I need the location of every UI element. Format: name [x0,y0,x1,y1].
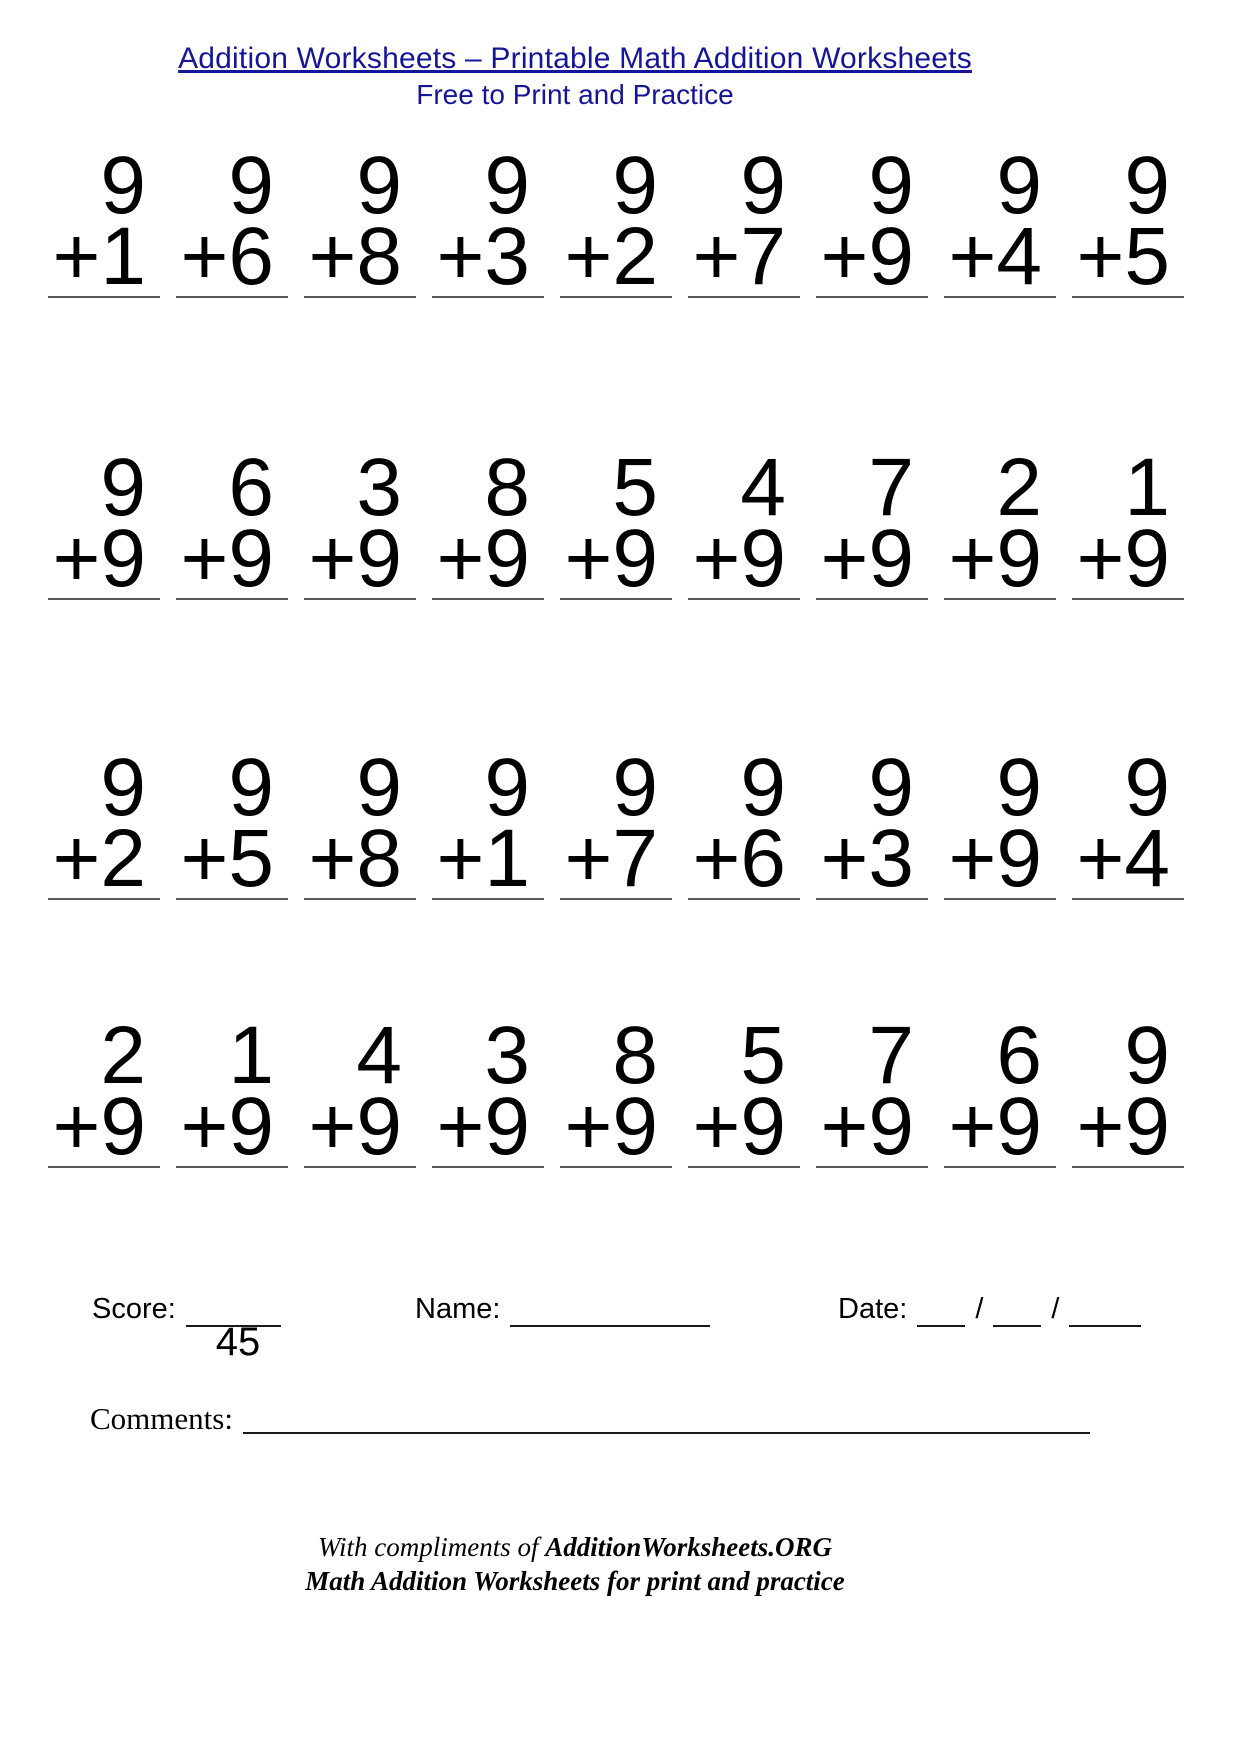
addend-top: 3 [356,442,402,533]
addition-problem-r3-c1 [48,742,160,904]
comments-field [90,1402,1090,1436]
score-value: 45 [215,1320,261,1364]
addend-top: 9 [484,742,530,833]
addend-top: 1 [228,1010,274,1101]
date-field [838,1294,1141,1324]
addend-bottom: +9 [52,1081,146,1172]
score-label: Score: [92,1293,176,1325]
addend-bottom: +9 [52,513,146,604]
addition-problem-r4-c1 [48,1010,160,1172]
addend-top: 9 [740,140,786,231]
addition-problem-r4-c8 [944,1010,1056,1172]
addend-bottom: +9 [436,513,530,604]
addend-top: 7 [868,1010,914,1101]
addition-problem-r2-c4 [432,442,544,604]
addend-top: 9 [484,140,530,231]
addend-top: 6 [228,442,274,533]
addend-bottom: +3 [820,813,914,904]
addend-bottom: +9 [820,211,914,302]
addend-bottom: +9 [692,513,786,604]
comments-label: Comments: [90,1401,233,1436]
addend-bottom: +1 [52,211,146,302]
addend-bottom: +2 [564,211,658,302]
worksheet-footer [0,1530,1150,1598]
addition-problem-r3-c5 [560,742,672,904]
addend-bottom: +9 [1076,1081,1170,1172]
addend-bottom: +4 [948,211,1042,302]
page-subtitle: Free to Print and Practice [416,79,734,110]
addend-top: 9 [612,742,658,833]
addend-top: 5 [740,1010,786,1101]
addend-bottom: +7 [564,813,658,904]
addend-top: 5 [612,442,658,533]
addition-problem-r1-c2 [176,140,288,302]
addend-top: 9 [356,742,402,833]
addition-problem-r4-c9 [1072,1010,1184,1172]
addend-bottom: +9 [1076,513,1170,604]
addend-bottom: +9 [564,1081,658,1172]
credit-prefix: With compliments of [317,1532,546,1562]
addend-bottom: +5 [1076,211,1170,302]
date-month-blank [917,1303,965,1327]
addend-top: 8 [484,442,530,533]
addition-problem-r2-c8 [944,442,1056,604]
addition-problem-r1-c6 [688,140,800,302]
addend-bottom: +9 [948,513,1042,604]
addend-top: 9 [356,140,402,231]
addend-bottom: +7 [692,211,786,302]
addend-bottom: +6 [692,813,786,904]
addend-bottom: +8 [308,813,402,904]
name-field [415,1294,710,1324]
date-label: Date: [838,1293,908,1325]
addend-top: 9 [228,140,274,231]
addend-top: 9 [868,742,914,833]
addition-problem-r1-c9 [1072,140,1184,302]
name-blank [510,1303,710,1327]
addend-top: 4 [740,442,786,533]
addition-problem-r3-c3 [304,742,416,904]
addend-top: 4 [356,1010,402,1101]
addend-bottom: +1 [436,813,530,904]
addend-top: 2 [996,442,1042,533]
addend-bottom: +9 [308,1081,402,1172]
addend-bottom: +9 [180,1081,274,1172]
addend-top: 7 [868,442,914,533]
addend-top: 9 [1124,140,1170,231]
addend-bottom: +6 [180,211,274,302]
addend-top: 1 [1124,442,1170,533]
page-title-link[interactable]: Addition Worksheets – Printable Math Addition Worksheets [178,42,972,75]
addition-problem-r4-c2 [176,1010,288,1172]
addition-problem-r1-c4 [432,140,544,302]
addition-problem-r4-c4 [432,1010,544,1172]
addition-problem-r4-c5 [560,1010,672,1172]
addition-problem-r2-c1 [48,442,160,604]
addition-problem-r2-c5 [560,442,672,604]
addend-top: 8 [612,1010,658,1101]
addend-top: 9 [100,140,146,231]
addition-problem-r3-c2 [176,742,288,904]
addition-problem-r1-c1 [48,140,160,302]
addend-bottom: +9 [948,1081,1042,1172]
addend-top: 9 [996,140,1042,231]
addend-bottom: +5 [180,813,274,904]
date-separator: / [1051,1293,1060,1325]
addend-top: 9 [996,742,1042,833]
addend-bottom: +9 [436,1081,530,1172]
addend-top: 9 [612,140,658,231]
addition-problem-r3-c7 [816,742,928,904]
addend-top: 9 [740,742,786,833]
addend-top: 9 [1124,1010,1170,1101]
addition-problem-r1-c7 [816,140,928,302]
credit-line [0,1530,1150,1564]
addition-problem-r2-c6 [688,442,800,604]
addition-problem-r3-c9 [1072,742,1184,904]
addend-bottom: +4 [1076,813,1170,904]
addend-top: 2 [100,1010,146,1101]
addition-problem-r4-c3 [304,1010,416,1172]
addend-bottom: +8 [308,211,402,302]
addition-problem-r2-c3 [304,442,416,604]
date-day-blank [993,1303,1041,1327]
addend-top: 6 [996,1010,1042,1101]
addition-problem-r1-c5 [560,140,672,302]
footer-tagline: Math Addition Worksheets for print and practice [305,1566,845,1596]
addend-top: 9 [1124,742,1170,833]
addition-problem-r3-c6 [688,742,800,904]
problem-row-2 [48,442,1184,604]
addition-problem-r4-c6 [688,1010,800,1172]
addend-bottom: +9 [820,1081,914,1172]
addition-problem-r2-c2 [176,442,288,604]
problems-grid [48,0,1184,1240]
name-label: Name: [415,1293,501,1325]
addend-bottom: +9 [948,813,1042,904]
addition-problem-r4-c7 [816,1010,928,1172]
addend-top: 9 [228,742,274,833]
addition-problem-r1-c8 [944,140,1056,302]
addend-bottom: +9 [308,513,402,604]
addend-bottom: +2 [52,813,146,904]
date-separator: / [975,1293,984,1325]
addend-bottom: +9 [692,1081,786,1172]
addition-problem-r3-c4 [432,742,544,904]
problem-row-1 [48,140,1184,302]
comments-blank [243,1406,1090,1434]
date-year-blank [1069,1303,1141,1327]
problem-row-3 [48,742,1184,904]
credit-site: AdditionWorksheets.ORG [545,1532,833,1562]
addend-bottom: +9 [180,513,274,604]
addend-bottom: +9 [820,513,914,604]
addend-top: 9 [100,742,146,833]
addend-top: 9 [100,442,146,533]
addition-problem-r2-c7 [816,442,928,604]
addend-bottom: +3 [436,211,530,302]
addend-bottom: +9 [564,513,658,604]
addend-top: 9 [868,140,914,231]
addition-problem-r1-c3 [304,140,416,302]
problem-row-4 [48,1010,1184,1172]
addition-problem-r2-c9 [1072,442,1184,604]
addend-top: 3 [484,1010,530,1101]
addition-problem-r3-c8 [944,742,1056,904]
